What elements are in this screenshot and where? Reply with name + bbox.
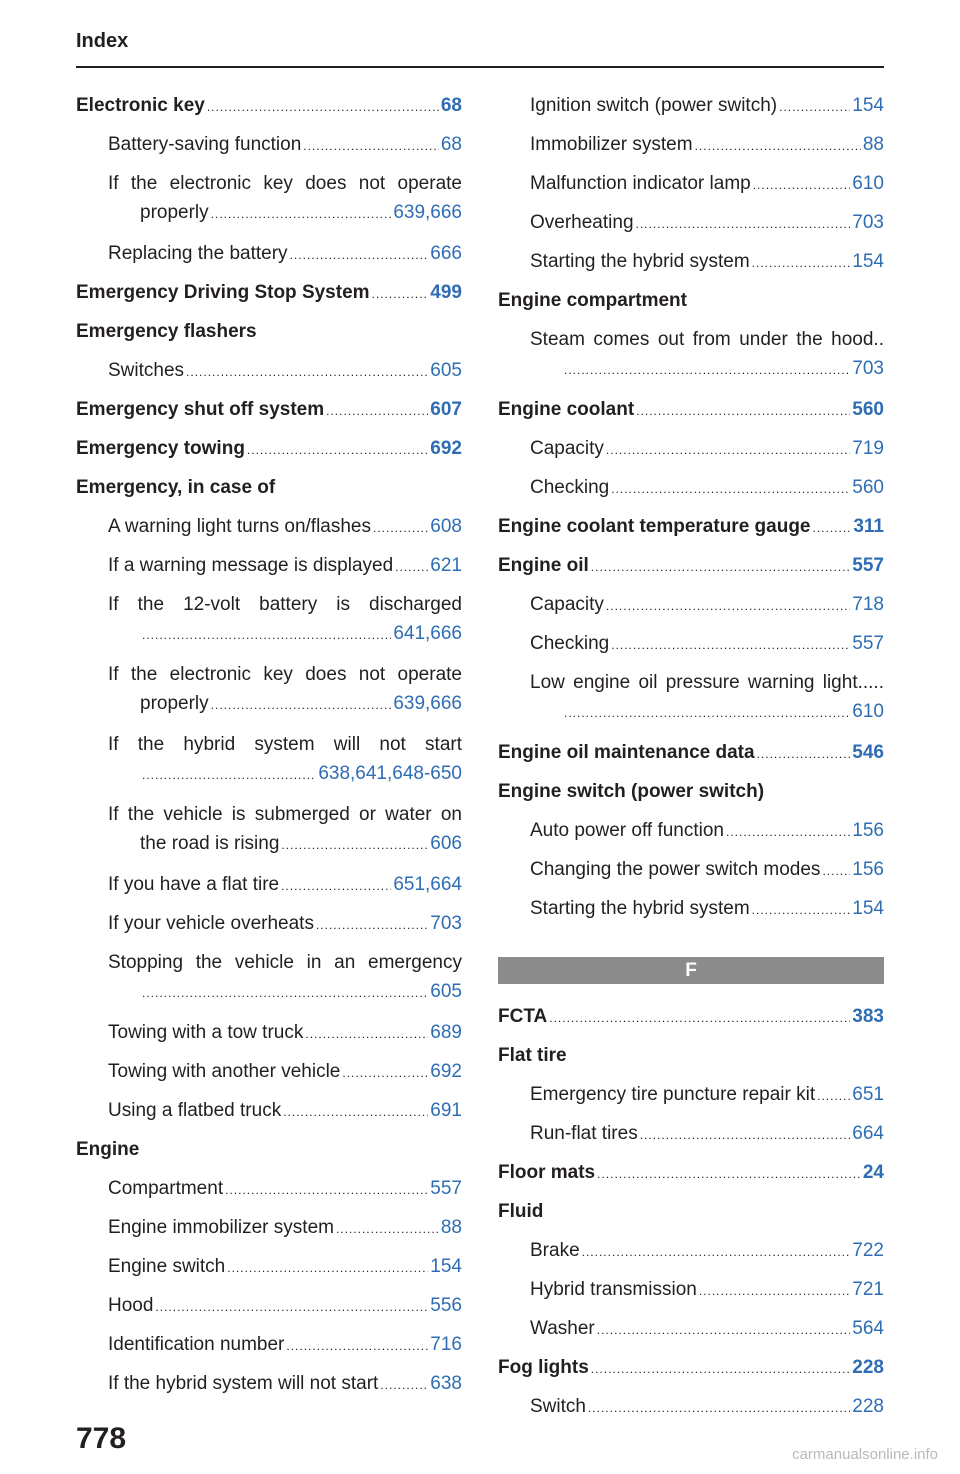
page-reference: 621 — [430, 555, 462, 576]
index-subentry — [76, 1013, 462, 1052]
entry-title: Floor mats — [498, 1162, 596, 1183]
dot-leader — [822, 852, 850, 891]
index-subentry — [76, 507, 462, 546]
index-entry — [76, 86, 462, 125]
entry-title: Replacing the battery — [108, 243, 288, 264]
entry-title: Electronic key — [76, 95, 205, 116]
index-entry — [76, 1130, 462, 1169]
entry-title: Low engine oil pressure warning light..... — [530, 672, 884, 693]
page-reference: 722 — [852, 1240, 884, 1261]
dot-leader — [186, 353, 428, 392]
index-subentry — [76, 1325, 462, 1364]
entry-title: Battery-saving function — [108, 134, 302, 155]
dot-leader — [283, 1093, 428, 1132]
page-number: 778 — [76, 1422, 127, 1455]
entry-title: If the electronic key does not operate — [108, 173, 462, 194]
entry-title: Changing the power switch modes — [530, 859, 821, 880]
page-reference: 639,666 — [393, 202, 462, 223]
dot-leader — [564, 699, 850, 728]
dot-leader — [636, 205, 851, 244]
dot-leader — [303, 127, 439, 166]
entry-title: Engine oil — [498, 555, 589, 576]
index-subentry — [76, 1169, 462, 1208]
index-subentry — [498, 585, 884, 624]
index-subentry — [76, 585, 462, 655]
entry-title: If the vehicle is submerged or water on — [108, 804, 462, 825]
dot-leader — [211, 200, 392, 229]
index-subentry — [498, 1231, 884, 1270]
index-entry — [498, 1348, 884, 1387]
entry-title: If you have a flat tire — [108, 874, 280, 895]
entry-title: Steam comes out from under the hood.. — [530, 329, 884, 350]
page-reference: 716 — [430, 1334, 462, 1355]
index-entry — [498, 1192, 884, 1231]
dot-leader — [636, 392, 850, 431]
entry-title: Engine switch (power switch) — [498, 781, 765, 802]
entry-title: If a warning message is displayed — [108, 555, 394, 576]
index-entry — [498, 997, 884, 1036]
index-subentry — [76, 1247, 462, 1286]
page-reference: 156 — [852, 820, 884, 841]
page-reference: 24 — [862, 1162, 884, 1183]
index-subentry — [76, 164, 462, 234]
page-reference: 605 — [430, 360, 462, 381]
index-subentry — [498, 811, 884, 850]
entry-title: Overheating — [530, 212, 634, 233]
dot-leader — [606, 587, 850, 626]
entry-title: Switch — [530, 1396, 586, 1417]
entry-title: Emergency tire puncture repair kit — [530, 1084, 816, 1105]
dot-leader — [588, 1389, 850, 1428]
index-subentry — [498, 663, 884, 733]
dot-leader — [549, 999, 850, 1038]
index-entry — [76, 312, 462, 351]
entry-title: Switches — [108, 360, 185, 381]
entry-title: properly — [140, 693, 209, 714]
dot-leader — [591, 548, 851, 587]
entry-title: Immobilizer system — [530, 134, 693, 155]
dot-leader — [611, 470, 850, 509]
header-rule — [76, 66, 884, 68]
entry-title: Towing with a tow truck — [108, 1022, 304, 1043]
page-reference: 607 — [430, 399, 462, 420]
entry-title: Malfunction indicator lamp — [530, 173, 751, 194]
dot-leader — [726, 813, 850, 852]
dot-leader — [753, 166, 851, 205]
entry-title: Washer — [530, 1318, 595, 1339]
dot-leader — [372, 275, 429, 314]
index-subentry — [498, 125, 884, 164]
entry-title: Brake — [530, 1240, 580, 1261]
dot-leader — [281, 831, 428, 860]
dot-leader — [326, 392, 428, 431]
dot-leader — [142, 979, 428, 1008]
entry-title: Capacity — [530, 438, 604, 459]
entry-title: Checking — [530, 477, 610, 498]
index-entry — [498, 1153, 884, 1192]
entry-title: A warning light turns on/flashes — [108, 516, 371, 537]
page-reference: 88 — [862, 134, 884, 155]
page-reference: 499 — [430, 282, 462, 303]
page-reference: 610 — [852, 701, 884, 722]
entry-title: Stopping the vehicle in an emergency — [108, 952, 462, 973]
index-subentry — [76, 865, 462, 904]
page-reference: 556 — [430, 1295, 462, 1316]
page-reference: 564 — [852, 1318, 884, 1339]
entry-title: Engine compartment — [498, 290, 687, 311]
page-reference: 689 — [430, 1022, 462, 1043]
entry-title: Engine coolant temperature gauge — [498, 516, 811, 537]
dot-leader — [779, 88, 850, 127]
page-reference: 638 — [430, 1373, 462, 1394]
page-reference: 68 — [440, 95, 462, 116]
dot-leader — [591, 1350, 851, 1389]
entry-title: If your vehicle overheats — [108, 913, 314, 934]
dot-leader — [211, 691, 392, 720]
entry-title: If the hybrid system will not start — [108, 734, 462, 755]
dot-leader — [564, 356, 850, 385]
dot-leader — [813, 509, 852, 548]
page-reference: 156 — [852, 859, 884, 880]
entry-title: Run-flat tires — [530, 1123, 638, 1144]
dot-leader — [817, 1077, 850, 1116]
page-reference: 721 — [852, 1279, 884, 1300]
index-subentry — [76, 125, 462, 164]
page-reference: 383 — [852, 1006, 884, 1027]
page-reference: 557 — [852, 555, 884, 576]
entry-title: Engine — [76, 1139, 140, 1160]
index-subentry — [76, 1364, 462, 1403]
dot-leader — [290, 236, 429, 275]
dot-leader — [225, 1171, 428, 1210]
page-reference: 703 — [852, 212, 884, 233]
dot-leader — [695, 127, 861, 166]
dot-leader — [395, 548, 428, 587]
entry-title: Compartment — [108, 1178, 224, 1199]
index-entry — [498, 507, 884, 546]
page-reference: 641,666 — [393, 623, 462, 644]
index-entry — [498, 390, 884, 429]
dot-leader — [155, 1288, 428, 1327]
page-reference: 651,664 — [393, 874, 462, 895]
dot-leader — [699, 1272, 850, 1311]
page-reference: 154 — [852, 898, 884, 919]
index-subentry — [76, 351, 462, 390]
page-reference: 639,666 — [393, 693, 462, 714]
page-reference: 638,641,648-650 — [318, 763, 462, 784]
page-header-title: Index — [76, 30, 129, 52]
entry-title: Auto power off function — [530, 820, 724, 841]
index-subentry — [498, 429, 884, 468]
page-reference: 154 — [430, 1256, 462, 1277]
page-reference: 228 — [852, 1396, 884, 1417]
entry-title: Starting the hybrid system — [530, 898, 750, 919]
index-subentry — [76, 234, 462, 273]
page-reference: 691 — [430, 1100, 462, 1121]
entry-title: Engine switch — [108, 1256, 226, 1277]
dot-leader — [640, 1116, 851, 1155]
index-subentry — [76, 1091, 462, 1130]
entry-title: If the hybrid system will not start — [108, 1373, 379, 1394]
dot-leader — [752, 244, 851, 283]
index-subentry — [498, 624, 884, 663]
entry-title: FCTA — [498, 1006, 548, 1027]
index-column-left — [76, 86, 462, 1403]
index-entry — [498, 546, 884, 585]
page-reference: 154 — [852, 251, 884, 272]
index-subentry — [498, 320, 884, 390]
index-subentry — [498, 86, 884, 125]
dot-leader — [606, 431, 850, 470]
index-subentry — [76, 1208, 462, 1247]
index-subentry — [76, 1052, 462, 1091]
dot-leader — [247, 431, 428, 470]
entry-title: Flat tire — [498, 1045, 567, 1066]
entry-title: Emergency towing — [76, 438, 245, 459]
page-reference: 692 — [430, 1061, 462, 1082]
page-reference: 719 — [852, 438, 884, 459]
entry-title: Emergency Driving Stop System — [76, 282, 370, 303]
dot-leader — [611, 626, 850, 665]
index-subentry — [76, 725, 462, 795]
dot-leader — [142, 621, 391, 650]
index-subentry — [498, 242, 884, 281]
page-reference: 557 — [430, 1178, 462, 1199]
entry-title: Engine oil maintenance data — [498, 742, 755, 763]
index-subentry — [498, 1114, 884, 1153]
page-reference: 610 — [852, 173, 884, 194]
dot-leader — [286, 1327, 428, 1366]
entry-title: Fluid — [498, 1201, 544, 1222]
page-reference: 228 — [852, 1357, 884, 1378]
entry-title: Emergency, in case of — [76, 477, 276, 498]
page-reference: 718 — [852, 594, 884, 615]
entry-title: Starting the hybrid system — [530, 251, 750, 272]
page-reference: 606 — [430, 833, 462, 854]
index-subentry — [76, 795, 462, 865]
index-subentry — [498, 850, 884, 889]
index-entry — [498, 1036, 884, 1075]
entry-title: Checking — [530, 633, 610, 654]
entry-title: Using a flatbed truck — [108, 1100, 282, 1121]
entry-title: If the 12-volt battery is discharged — [108, 594, 462, 615]
index-entry — [76, 429, 462, 468]
dot-leader — [305, 1015, 428, 1054]
dot-leader — [227, 1249, 428, 1288]
entry-title: the road is rising — [140, 833, 280, 854]
dot-leader — [380, 1366, 428, 1405]
entry-title: Emergency shut off system — [76, 399, 325, 420]
page-reference: 605 — [430, 981, 462, 1002]
page-reference: 666 — [430, 243, 462, 264]
dot-leader — [207, 88, 439, 127]
dot-leader — [316, 906, 428, 945]
dot-leader — [582, 1233, 851, 1272]
index-subentry — [76, 546, 462, 585]
dot-leader — [373, 509, 428, 548]
entry-title: Hood — [108, 1295, 154, 1316]
dot-leader — [757, 735, 851, 774]
page-reference: 154 — [852, 95, 884, 116]
index-list-e-continued — [498, 86, 884, 928]
entry-title: Fog lights — [498, 1357, 589, 1378]
entry-title: Emergency flashers — [76, 321, 257, 342]
index-entry — [76, 390, 462, 429]
index-subentry — [498, 1387, 884, 1426]
dot-leader — [597, 1155, 861, 1194]
dot-leader — [281, 867, 391, 906]
index-subentry — [76, 1286, 462, 1325]
page-reference: 546 — [852, 742, 884, 763]
dot-leader — [597, 1311, 851, 1350]
index-list-f — [498, 997, 884, 1426]
watermark: carmanualsonline.info — [792, 1446, 938, 1463]
index-subentry — [498, 889, 884, 928]
entry-title: Engine immobilizer system — [108, 1217, 334, 1238]
entry-title: Engine coolant — [498, 399, 635, 420]
index-entry — [76, 468, 462, 507]
index-subentry — [76, 655, 462, 725]
dot-leader — [342, 1054, 428, 1093]
page-reference: 608 — [430, 516, 462, 537]
page-reference: 68 — [440, 134, 462, 155]
index-subentry — [498, 1270, 884, 1309]
dot-leader — [752, 891, 851, 930]
index-subentry — [498, 203, 884, 242]
page-reference: 560 — [852, 399, 884, 420]
index-column-right — [498, 86, 884, 1426]
index-entry — [498, 733, 884, 772]
index-subentry — [498, 1309, 884, 1348]
dot-leader — [142, 761, 316, 790]
entry-title: Ignition switch (power switch) — [530, 95, 778, 116]
dot-leader — [336, 1210, 439, 1249]
page-reference: 311 — [853, 516, 884, 537]
index-subentry — [76, 904, 462, 943]
page-reference: 651 — [852, 1084, 884, 1105]
index-subentry — [76, 943, 462, 1013]
entry-title: Identification number — [108, 1334, 285, 1355]
page-reference: 703 — [852, 358, 884, 379]
page-reference: 692 — [430, 438, 462, 459]
entry-title: Hybrid transmission — [530, 1279, 697, 1300]
entry-title: Capacity — [530, 594, 604, 615]
index-entry — [498, 772, 884, 811]
page-reference: 560 — [852, 477, 884, 498]
entry-title: properly — [140, 202, 209, 223]
index-subentry — [498, 164, 884, 203]
section-header-f: F — [498, 957, 884, 984]
index-subentry — [498, 1075, 884, 1114]
page-reference: 664 — [852, 1123, 884, 1144]
index-entry — [498, 281, 884, 320]
index-entry — [76, 273, 462, 312]
entry-title: If the electronic key does not operate — [108, 664, 462, 685]
page-reference: 557 — [852, 633, 884, 654]
page-reference: 88 — [440, 1217, 462, 1238]
index-subentry — [498, 468, 884, 507]
page-reference: 703 — [430, 913, 462, 934]
entry-title: Towing with another vehicle — [108, 1061, 341, 1082]
